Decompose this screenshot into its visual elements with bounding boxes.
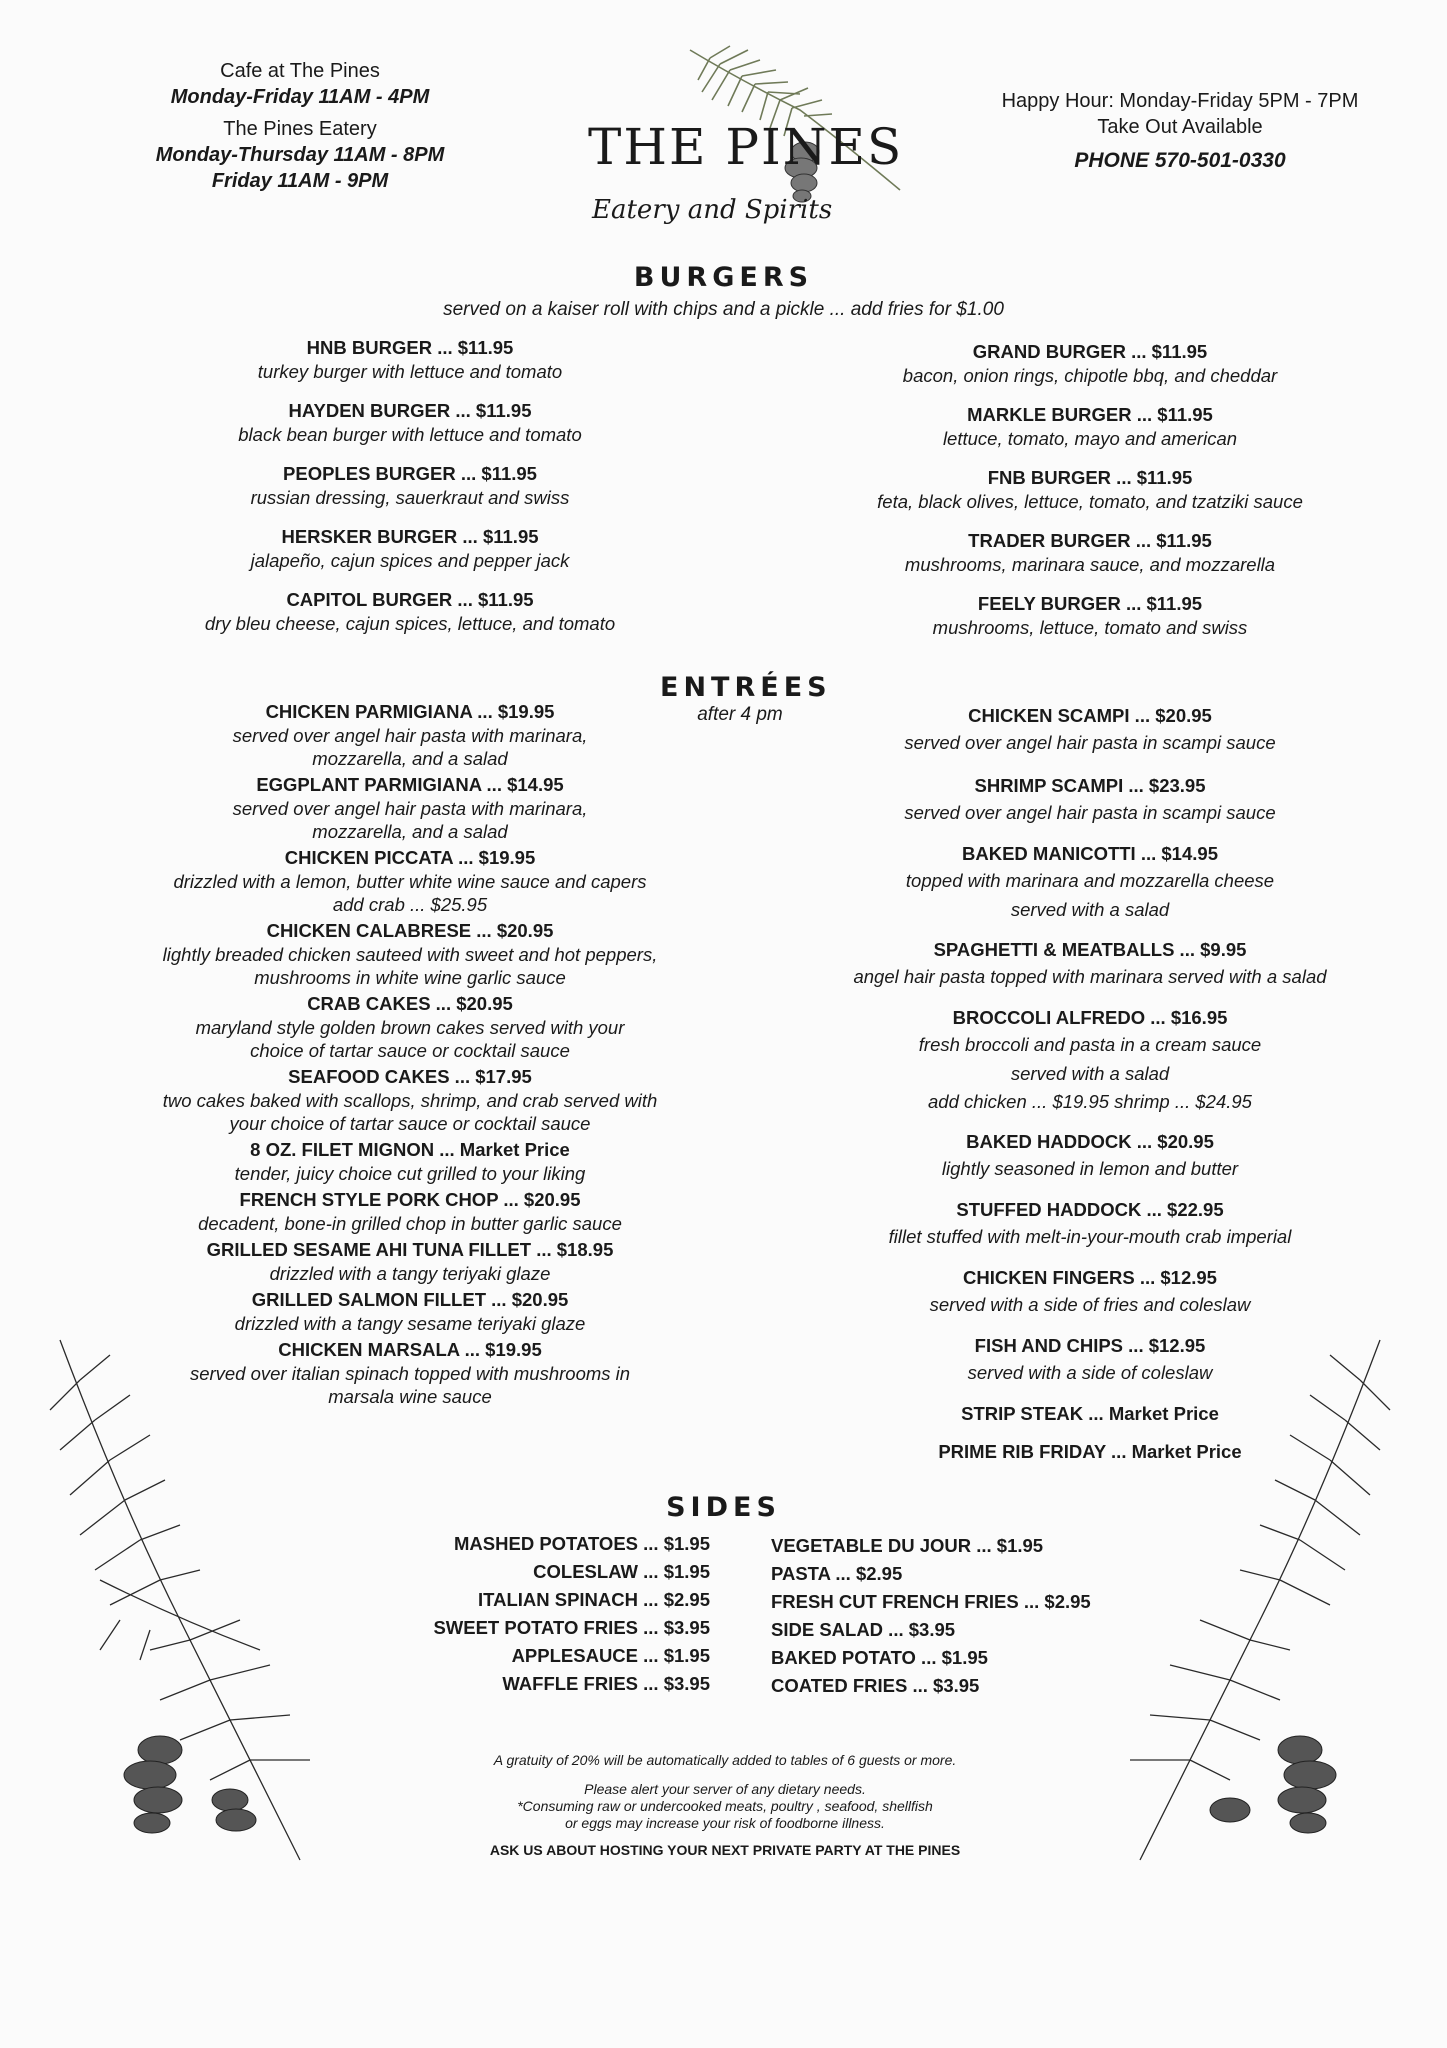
side-item: BAKED POTATO ... $1.95	[771, 1647, 988, 1668]
menu-item	[110, 992, 710, 1062]
item-desc: mozzarella, and a salad	[312, 748, 508, 769]
item-desc: served over italian spinach topped with mushrooms in	[189, 1363, 631, 1384]
item-desc: mushrooms, lettuce, tomato and swiss	[932, 617, 1248, 638]
menu-item	[130, 399, 690, 446]
item-name: BROCCOLI ALFREDO ... $16.95	[952, 1007, 1228, 1028]
footer-notes	[400, 1752, 1050, 1858]
item-name: CRAB CAKES ... $20.95	[307, 993, 513, 1014]
item-desc: bacon, onion rings, chipotle bbq, and cheddar	[902, 365, 1278, 386]
side-item: SIDE SALAD ... $3.95	[771, 1619, 956, 1640]
item-desc: served over angel hair pasta in scampi sauce	[904, 732, 1276, 753]
menu-item	[780, 704, 1400, 758]
item-name: FNB BURGER ... $11.95	[987, 467, 1193, 488]
eatery-hours-friday: Friday 11AM - 9PM	[211, 170, 389, 192]
item-name: GRAND BURGER ... $11.95	[972, 341, 1208, 362]
item-name: HERSKER BURGER ... $11.95	[281, 526, 539, 547]
burgers-subtitle: served on a kaiser roll with chips and a pickle ... add fries for $1.00	[443, 299, 1004, 320]
item-name: PEOPLES BURGER ... $11.95	[283, 463, 537, 484]
item-desc: jalapeño, cajun spices and pepper jack	[250, 550, 570, 571]
item-name: GRILLED SALMON FILLET ... $20.95	[251, 1289, 569, 1310]
item-desc: turkey burger with lettuce and tomato	[257, 361, 563, 382]
takeout-note: Take Out Available	[1097, 116, 1263, 138]
item-desc: black bean burger with lettuce and tomato	[238, 424, 582, 445]
dietary-note: Please alert your server of any dietary needs.	[584, 1781, 866, 1797]
hours-block	[110, 58, 490, 194]
menu-item	[780, 1198, 1400, 1252]
item-name: CHICKEN MARSALA ... $19.95	[278, 1339, 542, 1360]
entrees-subtitle: after 4 pm	[697, 704, 783, 725]
menu-item	[110, 919, 710, 989]
item-desc: add crab ... $25.95	[332, 894, 488, 915]
side-item: WAFFLE FRIES ... $3.95	[502, 1673, 710, 1694]
cafe-name: Cafe at The Pines	[220, 60, 380, 82]
sides-right-list	[771, 1532, 1131, 1700]
item-desc: two cakes baked with scallops, shrimp, and crab served with	[162, 1090, 658, 1111]
item-desc: lettuce, tomato, mayo and american	[942, 428, 1238, 449]
item-desc: served with a side of fries and coleslaw	[929, 1294, 1251, 1315]
item-name: FRENCH STYLE PORK CHOP ... $20.95	[239, 1189, 581, 1210]
item-name: EGGPLANT PARMIGIANA ... $14.95	[256, 774, 564, 795]
item-name: SEAFOOD CAKES ... $17.95	[288, 1066, 532, 1087]
side-item: MASHED POTATOES ... $1.95	[454, 1533, 710, 1554]
item-name: PRIME RIB FRIDAY ... Market Price	[938, 1441, 1242, 1462]
item-desc: dry bleu cheese, cajun spices, lettuce, and tomato	[204, 613, 616, 634]
item-name: 8 OZ. FILET MIGNON ... Market Price	[250, 1139, 570, 1160]
menu-item	[780, 842, 1400, 924]
item-desc: topped with marinara and mozzarella cheese	[905, 870, 1275, 891]
eatery-name: The Pines Eatery	[223, 118, 377, 140]
logo	[570, 40, 910, 250]
item-name: CHICKEN PARMIGIANA ... $19.95	[265, 701, 555, 722]
item-desc: angel hair pasta topped with marinara served with a salad	[853, 966, 1327, 987]
item-name: CHICKEN CALABRESE ... $20.95	[266, 920, 554, 941]
item-name: FISH AND CHIPS ... $12.95	[974, 1335, 1206, 1356]
side-item: COLESLAW ... $1.95	[533, 1561, 710, 1582]
menu-item	[110, 1138, 710, 1185]
consumption-warning: or eggs may increase your risk of foodborne illness.	[565, 1815, 885, 1831]
item-desc: served over angel hair pasta in scampi sauce	[904, 802, 1276, 823]
item-name: BAKED HADDOCK ... $20.95	[966, 1131, 1214, 1152]
logo-name: THE PINES	[588, 118, 904, 176]
menu-item	[790, 466, 1390, 513]
menu-item	[110, 1188, 710, 1235]
item-name: MARKLE BURGER ... $11.95	[967, 404, 1213, 425]
item-desc: lightly seasoned in lemon and butter	[941, 1158, 1239, 1179]
entrees-title: ENTRÉES	[660, 672, 832, 703]
menu-item	[790, 403, 1390, 450]
item-desc: decadent, bone-in grilled chop in butter garlic sauce	[198, 1213, 622, 1234]
menu-item	[130, 336, 690, 383]
side-item: COATED FRIES ... $3.95	[771, 1675, 980, 1696]
item-desc: served with a salad	[1010, 1063, 1170, 1084]
item-desc: mushrooms in white wine garlic sauce	[254, 967, 566, 988]
item-desc: drizzled with a tangy sesame teriyaki glaze	[234, 1313, 586, 1334]
menu-item	[110, 773, 710, 843]
menu-item	[110, 700, 710, 770]
item-desc: feta, black olives, lettuce, tomato, and tzatziki sauce	[877, 491, 1303, 512]
item-desc: tender, juicy choice cut grilled to your liking	[234, 1163, 586, 1184]
gratuity-note: A gratuity of 20% will be automatically added to tables of 6 guests or more.	[493, 1752, 957, 1768]
item-name: CAPITOL BURGER ... $11.95	[286, 589, 534, 610]
item-desc: fresh broccoli and pasta in a cream sauce	[918, 1034, 1262, 1055]
side-item: APPLESAUCE ... $1.95	[511, 1645, 710, 1666]
item-name: HAYDEN BURGER ... $11.95	[288, 400, 532, 421]
consumption-warning: *Consuming raw or undercooked meats, poultry , seafood, shellfish	[517, 1798, 933, 1814]
item-desc: add chicken ... $19.95 shrimp ... $24.95	[928, 1091, 1252, 1112]
menu-item	[790, 592, 1390, 639]
item-name: BAKED MANICOTTI ... $14.95	[962, 843, 1218, 864]
side-item: FRESH CUT FRENCH FRIES ... $2.95	[771, 1591, 1091, 1612]
item-desc: russian dressing, sauerkraut and swiss	[250, 487, 570, 508]
item-desc: fillet stuffed with melt-in-your-mouth crab imperial	[888, 1226, 1292, 1247]
side-item: ITALIAN SPINACH ... $2.95	[478, 1589, 710, 1610]
menu-item	[780, 1130, 1400, 1184]
item-desc: mushrooms, marinara sauce, and mozzarella	[904, 554, 1276, 575]
side-item: VEGETABLE DU JOUR ... $1.95	[771, 1535, 1044, 1556]
menu-item	[130, 462, 690, 509]
item-name: GRILLED SESAME AHI TUNA FILLET ... $18.95	[206, 1239, 614, 1260]
side-item: PASTA ... $2.95	[771, 1563, 903, 1584]
item-name: CHICKEN PICCATA ... $19.95	[284, 847, 536, 868]
menu-item	[110, 1065, 710, 1135]
entrees-left-column	[110, 700, 710, 1408]
private-party-note: ASK US ABOUT HOSTING YOUR NEXT PRIVATE PARTY AT THE PINES	[489, 1842, 961, 1858]
item-name: FEELY BURGER ... $11.95	[977, 593, 1203, 614]
item-desc: drizzled with a lemon, butter white wine sauce and capers	[173, 871, 647, 892]
item-name: STUFFED HADDOCK ... $22.95	[956, 1199, 1224, 1220]
menu-item	[780, 1006, 1400, 1116]
item-name: HNB BURGER ... $11.95	[306, 337, 514, 358]
pine-branch-right-icon	[1100, 1320, 1400, 1880]
item-name: TRADER BURGER ... $11.95	[968, 530, 1212, 551]
logo-tagline: Eatery and Spirits	[592, 195, 833, 225]
side-item: SWEET POTATO FRIES ... $3.95	[433, 1617, 710, 1638]
happy-hour: Happy Hour: Monday-Friday 5PM - 7PM	[1001, 90, 1359, 112]
item-desc: your choice of tartar sauce or cocktail sauce	[229, 1113, 591, 1134]
item-desc: lightly breaded chicken sauteed with sweet and hot peppers,	[162, 944, 658, 965]
item-desc: choice of tartar sauce or cocktail sauce	[250, 1040, 570, 1061]
item-name: SPAGHETTI & MEATBALLS ... $9.95	[933, 939, 1247, 960]
item-name: SHRIMP SCAMPI ... $23.95	[974, 775, 1206, 796]
cafe-hours: Monday-Friday 11AM - 4PM	[170, 86, 430, 108]
sides-left-list	[380, 1530, 710, 1698]
menu-item	[780, 938, 1400, 992]
sides-title: SIDES	[666, 1492, 781, 1523]
item-desc: served with a salad	[1010, 899, 1170, 920]
menu-item	[790, 340, 1390, 387]
burgers-left-column	[130, 336, 690, 635]
item-desc: served with a side of coleslaw	[967, 1362, 1213, 1383]
menu-item	[110, 1238, 710, 1285]
burgers-title: BURGERS	[633, 262, 814, 293]
menu-item	[780, 774, 1400, 828]
item-desc: mozzarella, and a salad	[312, 821, 508, 842]
item-desc: served over angel hair pasta with marinara,	[232, 725, 588, 746]
phone-number: PHONE 570-501-0330	[1074, 149, 1286, 172]
menu-item	[130, 588, 690, 635]
item-desc: maryland style golden brown cakes served with your	[195, 1017, 625, 1038]
eatery-hours-weekday: Monday-Thursday 11AM - 8PM	[155, 144, 445, 166]
menu-item	[790, 529, 1390, 576]
item-desc: drizzled with a tangy teriyaki glaze	[269, 1263, 551, 1284]
burgers-right-column	[790, 340, 1390, 639]
menu-item	[110, 846, 710, 916]
item-name: STRIP STEAK ... Market Price	[961, 1403, 1219, 1424]
pine-branch-left-icon	[40, 1320, 340, 1880]
item-desc: marsala wine sauce	[328, 1386, 492, 1407]
menu-item	[130, 525, 690, 572]
menu-item	[780, 1266, 1400, 1320]
item-desc: served over angel hair pasta with marinara,	[232, 798, 588, 819]
item-name: CHICKEN FINGERS ... $12.95	[963, 1267, 1217, 1288]
contact-block	[980, 88, 1380, 174]
item-name: CHICKEN SCAMPI ... $20.95	[968, 705, 1212, 726]
